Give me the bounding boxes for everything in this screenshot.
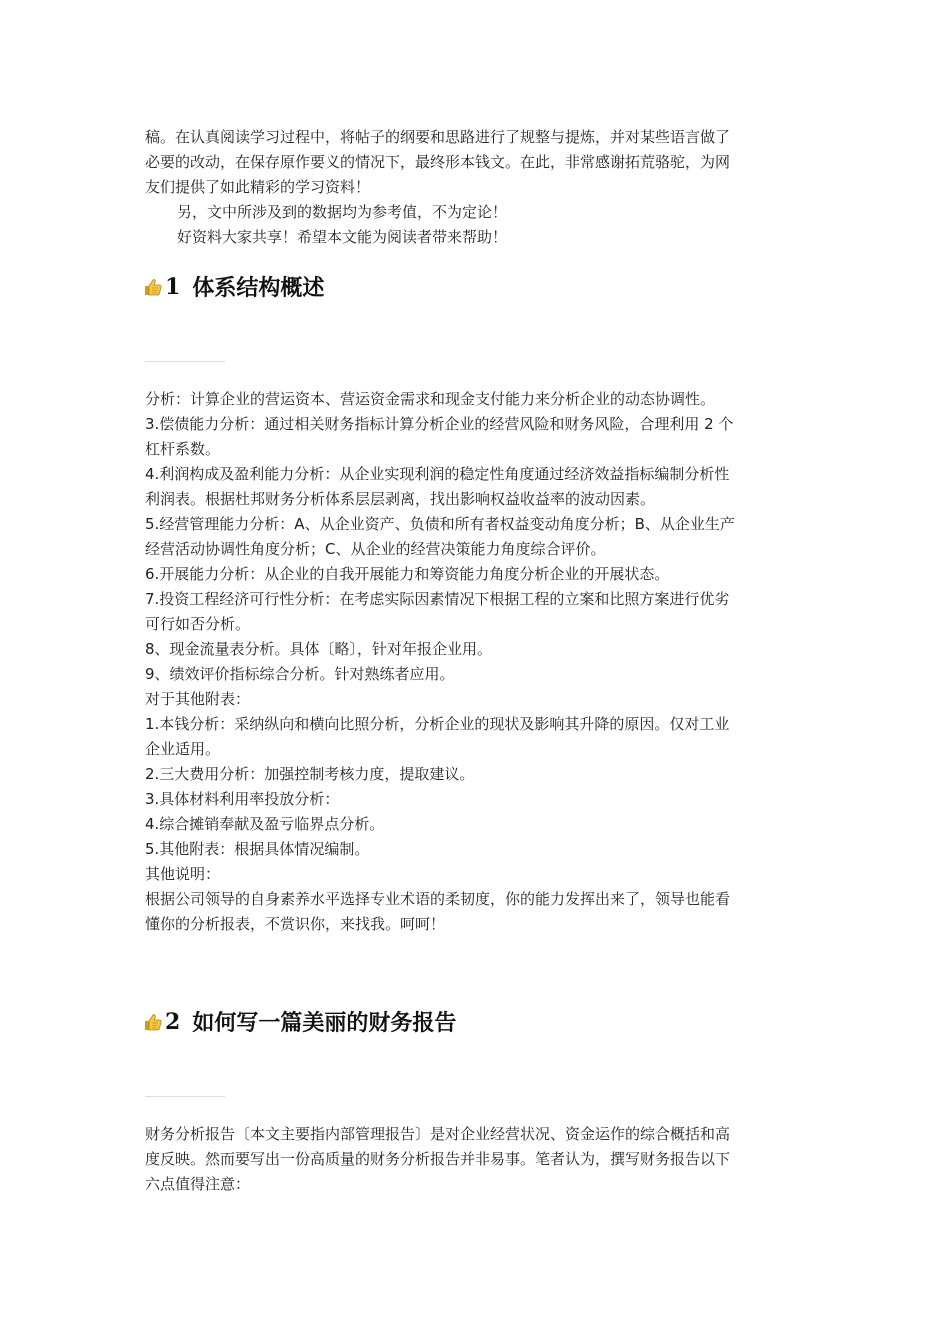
intro-line: 稿。在认真阅读学习过程中，将帖子的纲要和思路进行了规整与提炼，并对某些语言做了 — [145, 128, 731, 146]
body-line: 5.其他附表：根据具体情况编制。 — [145, 840, 370, 858]
body-line: 分析：计算企业的营运资本、营运资金需求和现金支付能力来分析企业的动态协调性。 — [145, 390, 716, 408]
section-2-body — [145, 1122, 810, 1197]
body-line: 1.本钱分析：采纳纵向和横向比照分析，分析企业的现状及影响其升降的原因。仅对工业 — [145, 715, 730, 733]
intro-paragraph — [145, 125, 810, 250]
body-line: 度反映。然而要写出一份高质量的财务分析报告并非易事。笔者认为，撰写财务报告以下 — [145, 1150, 731, 1168]
section-1-body — [145, 387, 810, 937]
body-line: 利润表。根据杜邦财务分析体系层层剥离，找出影响权益收益率的波动因素。 — [145, 490, 656, 508]
body-line: 根据公司领导的自身素养水平选择专业术语的柔韧度，你的能力发挥出来了，领导也能看 — [145, 890, 731, 908]
body-line: 六点值得注意： — [145, 1175, 251, 1193]
body-line: 5.经营管理能力分析：A、从企业资产、负债和所有者权益变动角度分析；B、从企业生产 — [145, 515, 735, 533]
section-2-heading — [143, 1006, 456, 1037]
body-line: 杠杆系数。 — [145, 440, 221, 458]
section-title: 体系结构概述 — [192, 275, 325, 301]
section-number: 1 — [165, 273, 181, 300]
section-title: 如何写一篇美丽的财务报告 — [192, 1010, 457, 1036]
body-line: 6.开展能力分析：从企业的自我开展能力和筹资能力角度分析企业的开展状态。 — [145, 565, 670, 583]
body-line: 企业适用。 — [145, 740, 221, 758]
section-1-heading — [143, 271, 324, 302]
intro-line: 友们提供了如此精彩的学习资料！ — [145, 178, 371, 196]
body-line: 经营活动协调性角度分析；C、从企业的经营决策能力角度综合评价。 — [145, 540, 606, 558]
intro-line: 必要的改动，在保存原作要义的情况下，最终形本钱文。在此，非常感谢拓荒骆驼，为网 — [145, 153, 731, 171]
body-line: 懂你的分析报表，不赏识你，来找我。呵呵！ — [145, 915, 446, 933]
body-line: 其他说明： — [145, 865, 221, 883]
body-line: 9、绩效评价指标综合分析。针对熟练者应用。 — [145, 665, 455, 683]
body-line: 财务分析报告〔本文主要指内部管理报告〕是对企业经营状况、资金运作的综合概括和高 — [145, 1125, 731, 1143]
body-line: 7.投资工程经济可行性分析：在考虑实际因素情况下根据工程的立案和比照方案进行优劣 — [145, 590, 730, 608]
divider — [145, 361, 225, 362]
body-line: 4.综合摊销奉献及盈亏临界点分析。 — [145, 815, 385, 833]
thumbs-up-icon — [143, 1012, 163, 1032]
body-line: 3.具体材料利用率投放分析： — [145, 790, 340, 808]
body-line: 8、现金流量表分析。具体〔略〕，针对年报企业用。 — [145, 640, 493, 658]
intro-note: 好资料大家共享！希望本文能为阅读者带来帮助！ — [177, 228, 508, 246]
body-line: 2.三大费用分析：加强控制考核力度，提取建议。 — [145, 765, 475, 783]
body-line: 3.偿债能力分析：通过相关财务指标计算分析企业的经营风险和财务风险，合理利用 2 个 — [145, 415, 734, 433]
divider — [145, 1096, 225, 1097]
thumbs-up-icon — [143, 277, 163, 297]
body-line: 可行如否分析。 — [145, 615, 251, 633]
section-number: 2 — [165, 1008, 181, 1035]
body-line: 对于其他附表： — [145, 690, 251, 708]
body-line: 4.利润构成及盈利能力分析：从企业实现利润的稳定性角度通过经济效益指标编制分析性 — [145, 465, 730, 483]
intro-note: 另，文中所涉及到的数据均为参考值，不为定论！ — [177, 203, 508, 221]
